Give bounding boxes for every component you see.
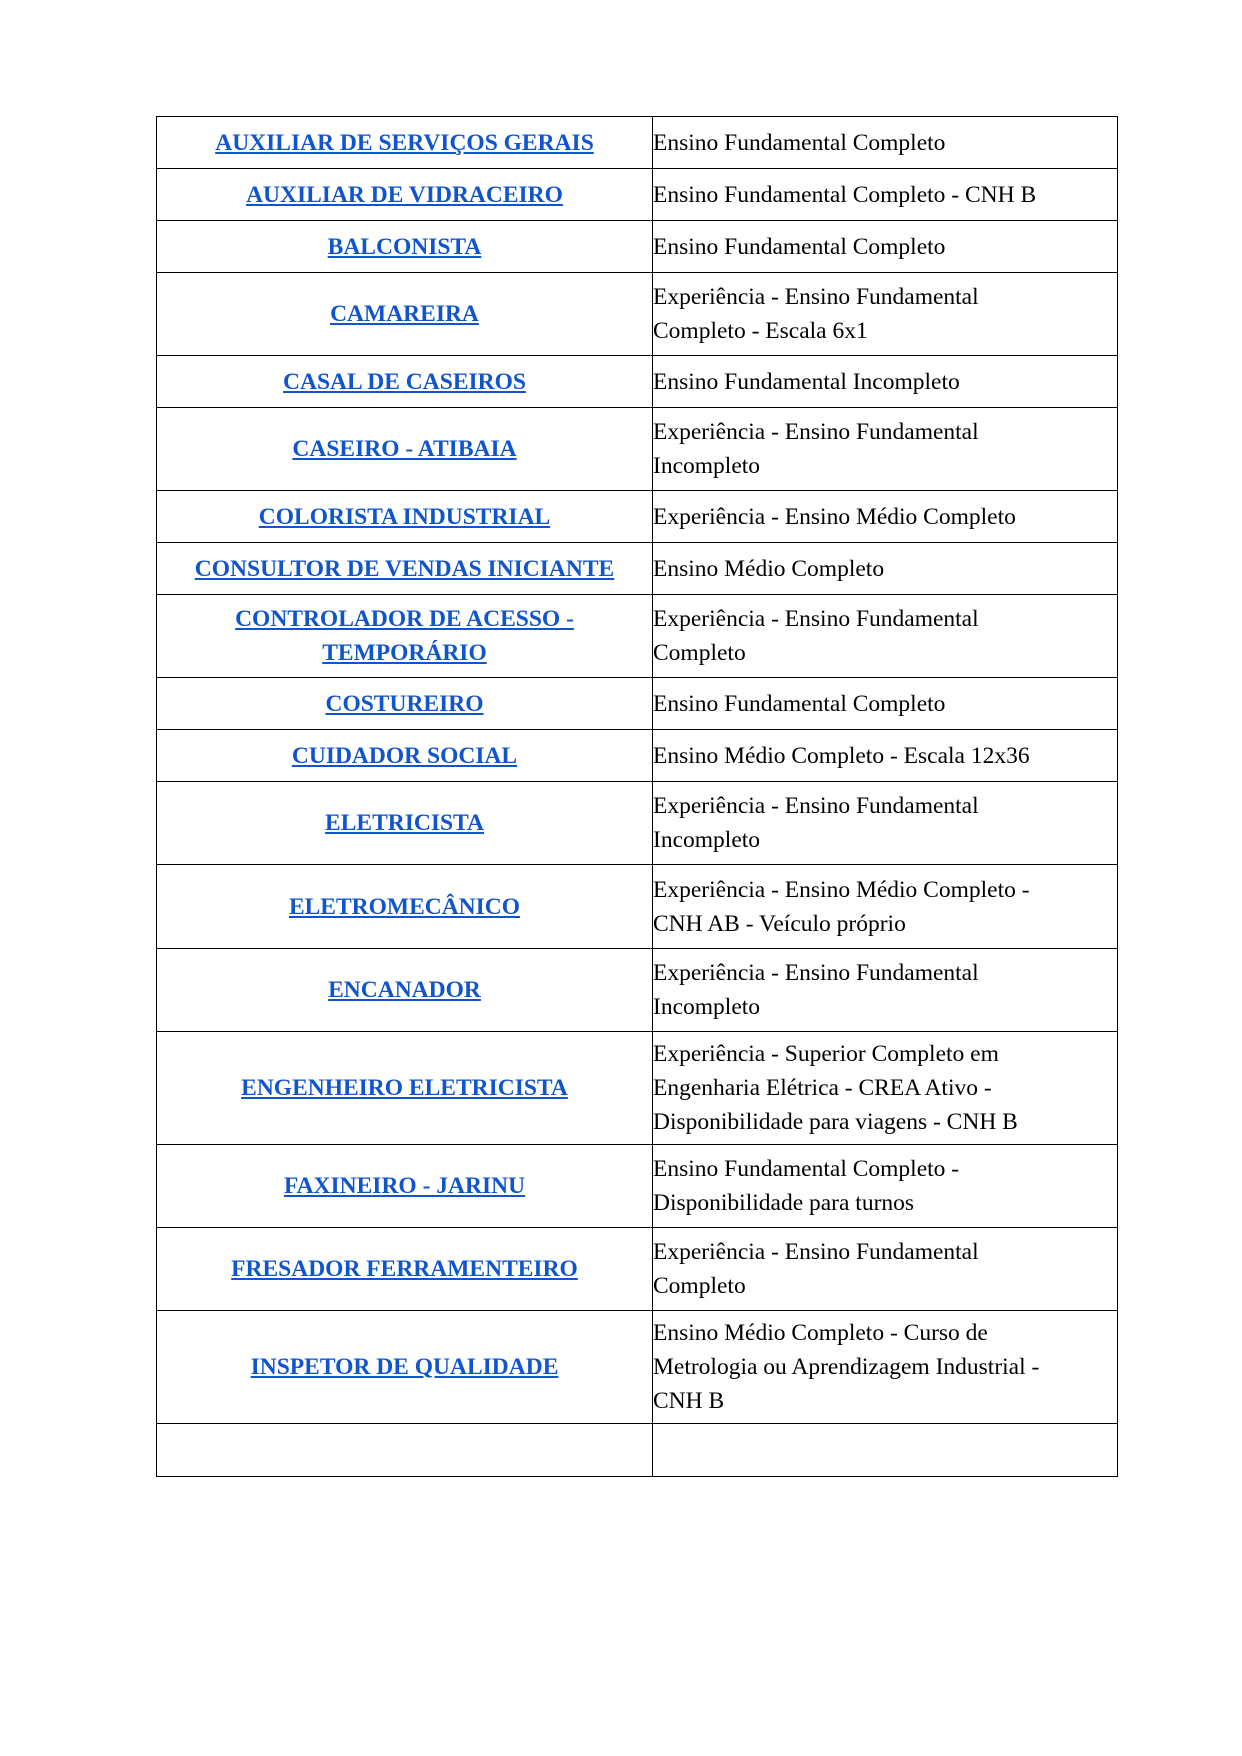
job-requirements-cell [653, 1032, 1118, 1145]
job-title-link[interactable]: CUIDADOR SOCIAL [291, 742, 518, 769]
table-row [157, 221, 1118, 273]
job-title-link[interactable]: CONTROLADOR DE ACESSO - TEMPORÁRIO [235, 606, 574, 666]
job-title-link[interactable]: AUXILIAR DE VIDRACEIRO [246, 181, 563, 208]
table-row [157, 678, 1118, 730]
job-title-cell [157, 491, 653, 543]
job-title-cell [157, 865, 653, 949]
job-requirements-cell [653, 356, 1118, 408]
job-title-cell [157, 408, 653, 491]
job-title-link[interactable]: CAMAREIRA [330, 301, 479, 327]
job-requirements-text: Ensino Médio Completo - Escala 12x36 [653, 742, 1030, 769]
job-requirements-text: Experiência - Ensino Fundamental Incompleto [653, 419, 979, 479]
job-requirements-cell [653, 491, 1118, 543]
table-row [157, 117, 1118, 169]
job-title-link[interactable]: CASEIRO - ATIBAIA [292, 436, 517, 462]
job-requirements-text: Experiência - Ensino Fundamental Completo [653, 606, 979, 666]
job-title-link[interactable]: CONSULTOR DE VENDAS INICIANTE [194, 555, 615, 582]
job-requirements-text: Ensino Médio Completo - Curso de Metrologia ou Aprendizagem Industrial - CNH B [653, 1320, 1040, 1414]
job-title-cell [157, 543, 653, 595]
job-title-cell [157, 949, 653, 1032]
table-row [157, 1032, 1118, 1145]
table-row [157, 273, 1118, 356]
job-title-link[interactable]: INSPETOR DE QUALIDADE [250, 1354, 559, 1380]
job-requirements-text: Ensino Médio Completo [653, 555, 885, 582]
table-row [157, 543, 1118, 595]
job-title-cell [157, 221, 653, 273]
job-requirements-cell [653, 543, 1118, 595]
table-row [157, 595, 1118, 678]
job-requirements-cell [653, 730, 1118, 782]
table-row [157, 491, 1118, 543]
job-title-link[interactable]: FRESADOR FERRAMENTEIRO [231, 1256, 578, 1282]
job-requirements-cell [653, 949, 1118, 1032]
job-title-cell [157, 169, 653, 221]
job-title-cell [157, 782, 653, 865]
job-requirements-text: Experiência - Ensino Fundamental Completo [653, 1239, 979, 1299]
job-requirements-text: Experiência - Superior Completo em Engenharia Elétrica - CREA Ativo - Disponibilidade para viagens - CNH B [653, 1041, 1018, 1135]
job-title-link[interactable]: ELETRICISTA [325, 810, 484, 836]
table-row [157, 1145, 1118, 1228]
job-requirements-cell [653, 1228, 1118, 1311]
job-requirements-cell [653, 408, 1118, 491]
job-title-link[interactable]: BALCONISTA [327, 233, 482, 260]
job-title-cell [157, 1311, 653, 1424]
job-title-cell [157, 595, 653, 678]
job-title-cell [157, 117, 653, 169]
table-row [157, 1228, 1118, 1311]
job-title-link[interactable]: ENGENHEIRO ELETRICISTA [241, 1075, 568, 1101]
job-requirements-text: Ensino Fundamental Completo - CNH B [653, 181, 1037, 208]
job-requirements-cell [653, 1311, 1118, 1424]
table-row [157, 865, 1118, 949]
job-requirements-text: Experiência - Ensino Fundamental Incompleto [653, 793, 979, 853]
job-requirements-cell [653, 1424, 1118, 1477]
job-requirements-text: Experiência - Ensino Médio Completo - CNH AB - Veículo próprio [653, 876, 1030, 937]
job-title-cell [157, 1228, 653, 1311]
job-listings-body [157, 117, 1118, 1477]
job-requirements-text: Experiência - Ensino Fundamental Completo - Escala 6x1 [653, 284, 979, 344]
job-title-cell [157, 1424, 653, 1477]
table-row [157, 1311, 1118, 1424]
job-title-link[interactable]: ELETROMECÂNICO [288, 893, 521, 920]
job-title-link[interactable]: AUXILIAR DE SERVIÇOS GERAIS [215, 129, 594, 156]
job-requirements-cell [653, 595, 1118, 678]
job-title-cell [157, 730, 653, 782]
job-title-link[interactable]: ENCANADOR [328, 977, 481, 1003]
table-row [157, 169, 1118, 221]
table-row [157, 730, 1118, 782]
job-requirements-text: Experiência - Ensino Fundamental Incompleto [653, 960, 979, 1020]
job-title-link[interactable]: COLORISTA INDUSTRIAL [258, 503, 551, 530]
job-requirements-cell [653, 273, 1118, 356]
table-row [157, 782, 1118, 865]
job-requirements-text: Ensino Fundamental Completo [653, 233, 946, 260]
job-title-link[interactable]: CASAL DE CASEIROS [283, 368, 526, 395]
table-row [157, 1424, 1118, 1477]
job-requirements-text: Ensino Fundamental Completo - Disponibilidade para turnos [653, 1156, 960, 1216]
job-title-cell [157, 1145, 653, 1228]
job-requirements-cell [653, 782, 1118, 865]
job-title-link[interactable]: FAXINEIRO - JARINU [283, 1173, 526, 1199]
table-row [157, 949, 1118, 1032]
job-requirements-cell [653, 117, 1118, 169]
job-requirements-cell [653, 221, 1118, 273]
job-requirements-text: Ensino Fundamental Incompleto [653, 368, 960, 395]
job-listings-table [156, 116, 1118, 1477]
job-requirements-text: Experiência - Ensino Médio Completo [653, 503, 1016, 530]
job-title-cell [157, 678, 653, 730]
table-row [157, 408, 1118, 491]
job-requirements-cell [653, 865, 1118, 949]
job-title-link[interactable]: COSTUREIRO [325, 690, 484, 717]
job-title-cell [157, 356, 653, 408]
job-requirements-cell [653, 678, 1118, 730]
job-requirements-text: Ensino Fundamental Completo [653, 129, 946, 156]
job-requirements-cell [653, 169, 1118, 221]
job-title-cell [157, 1032, 653, 1145]
table-row [157, 356, 1118, 408]
job-requirements-text: Ensino Fundamental Completo [653, 690, 946, 717]
job-title-cell [157, 273, 653, 356]
job-requirements-cell [653, 1145, 1118, 1228]
